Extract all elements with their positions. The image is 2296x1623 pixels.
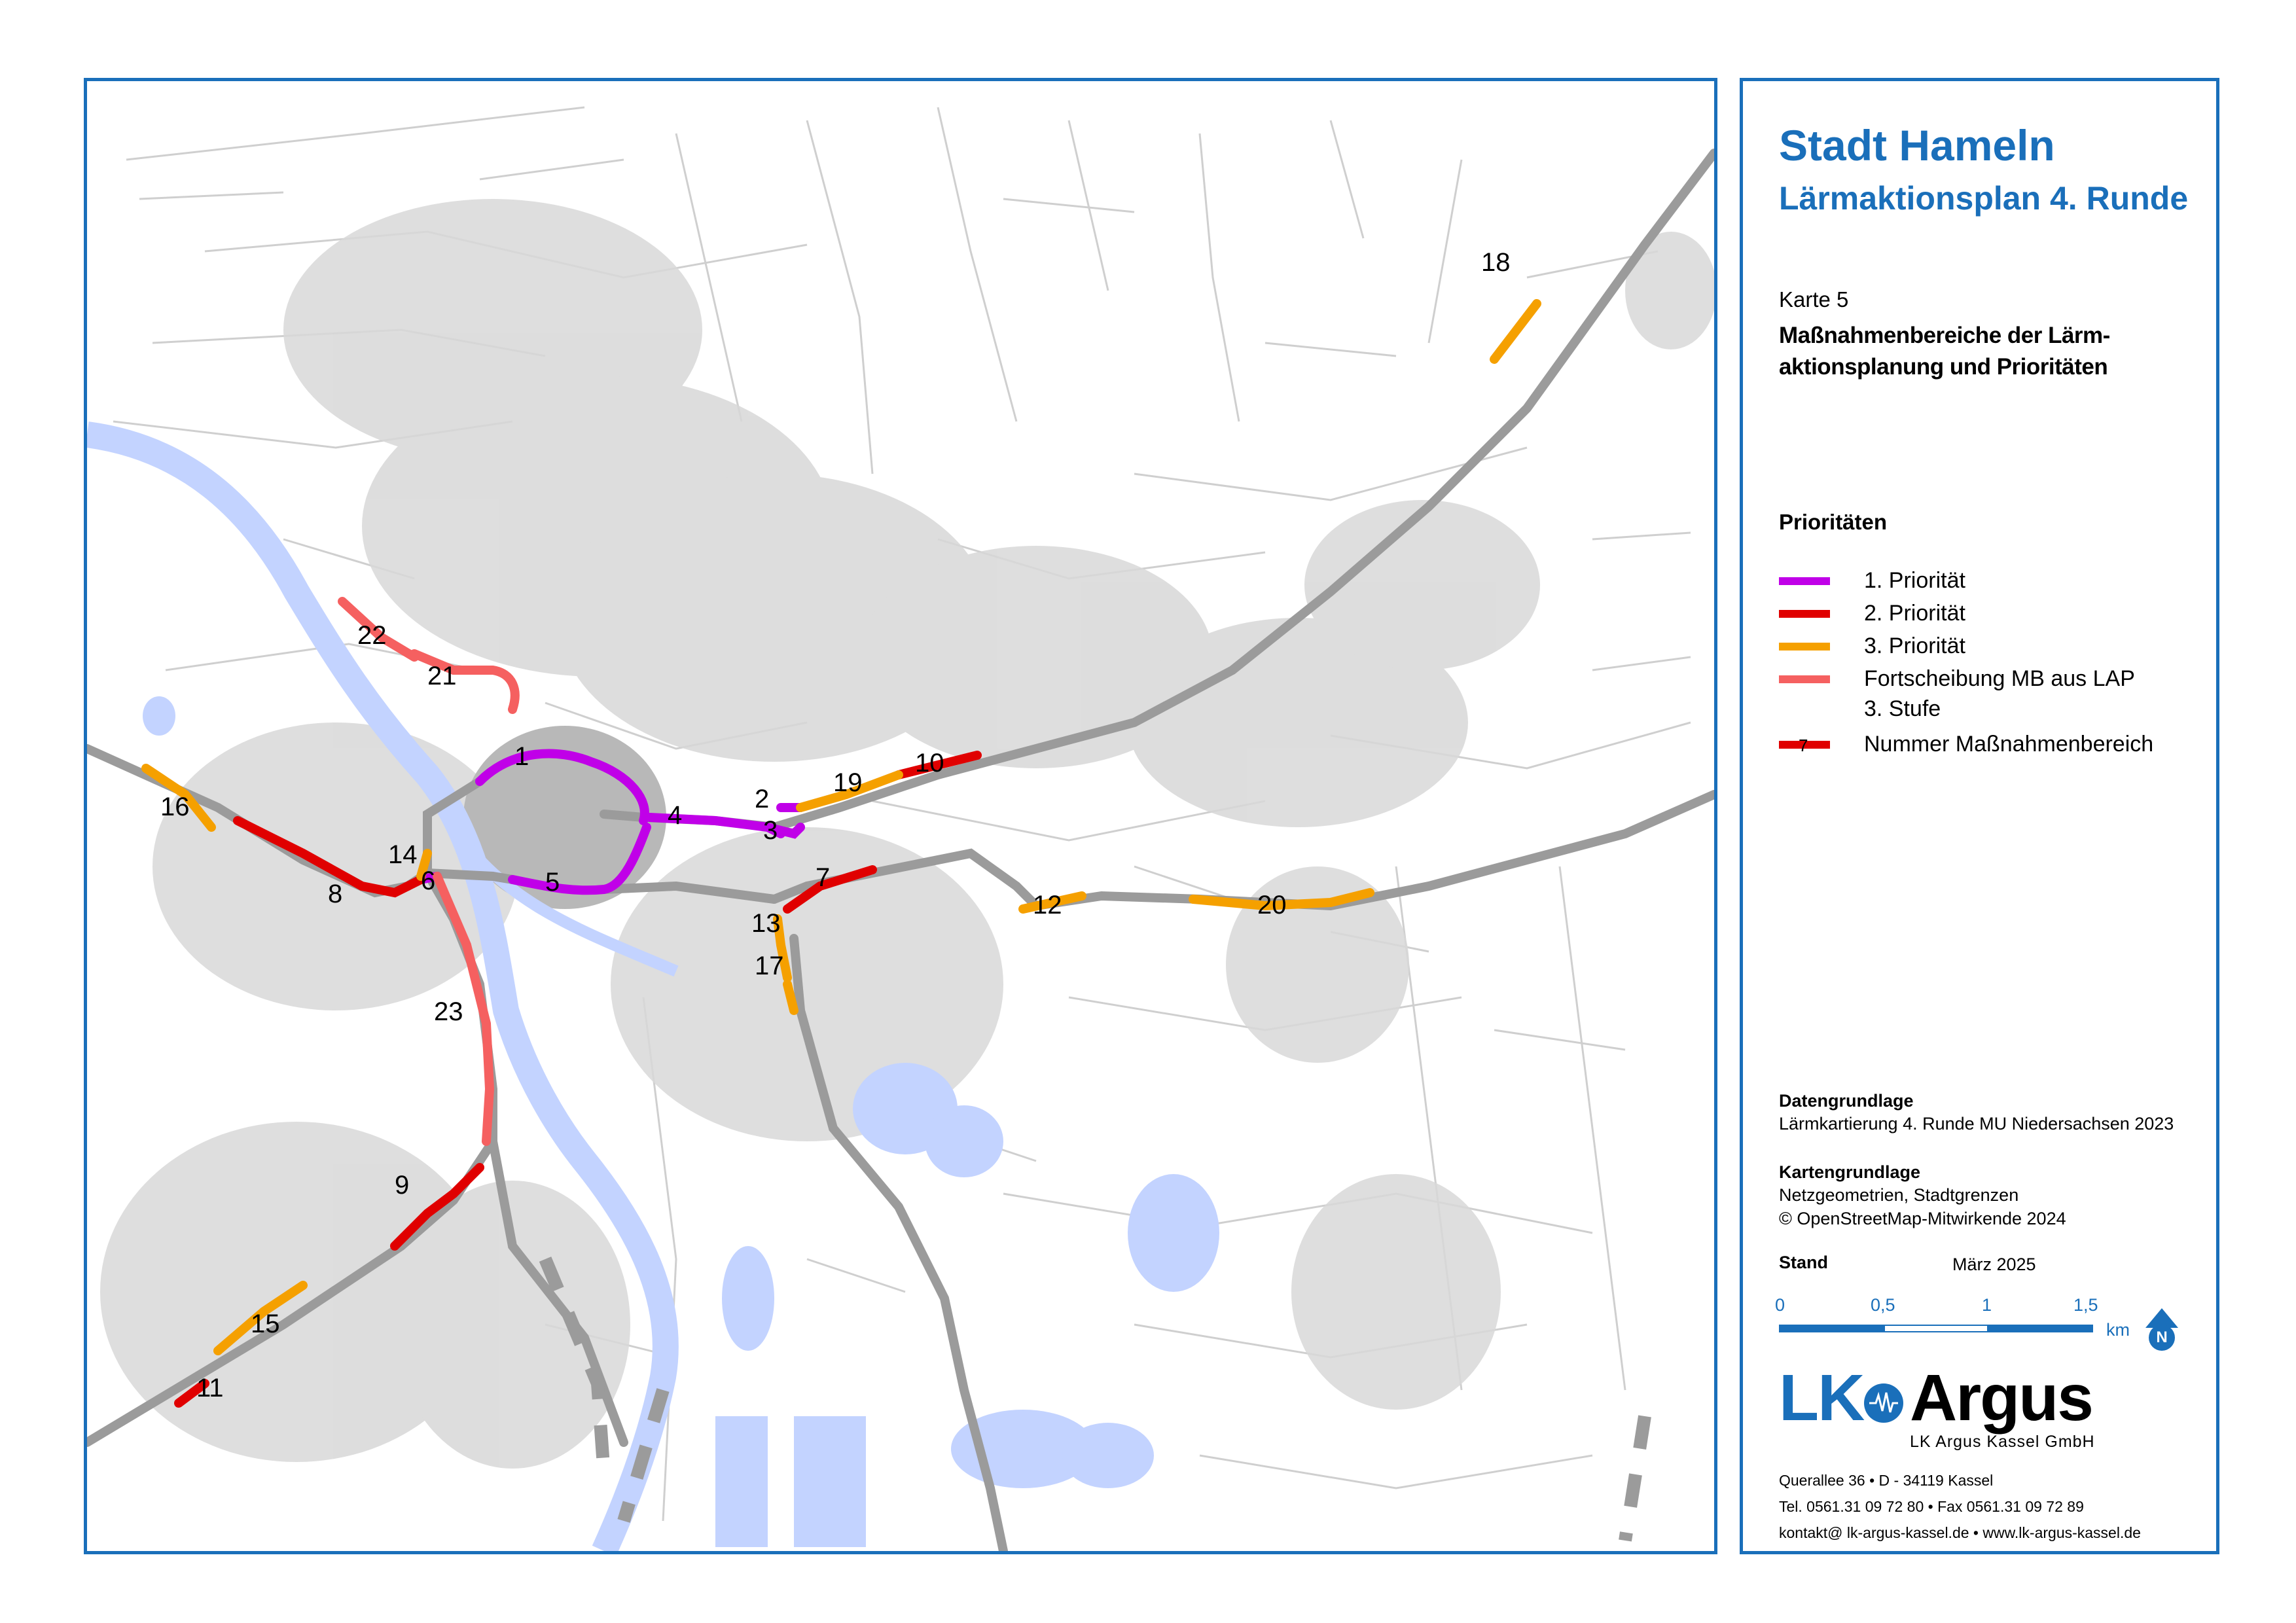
status-date: März 2025 — [1952, 1255, 2036, 1274]
label-9: 9 — [395, 1171, 410, 1200]
north-label: N — [2149, 1325, 2175, 1351]
segment-17[interactable] — [787, 984, 794, 1010]
label-15: 15 — [251, 1310, 280, 1338]
legend-label: Fortscheibung MB aus LAP — [1864, 666, 2135, 691]
legend-label: 2. Priorität — [1864, 601, 1965, 626]
label-5: 5 — [545, 868, 560, 897]
label-12: 12 — [1033, 891, 1062, 919]
map-subtitle: Lärmaktionsplan 4. Runde — [1779, 180, 2189, 217]
legend-label: 1. Priorität — [1864, 568, 1965, 593]
legend-number-symbol: 7 — [1799, 736, 1808, 755]
label-20: 20 — [1257, 891, 1287, 919]
legend-swatch-light-red — [1779, 675, 1830, 683]
legend-swatch-red — [1779, 610, 1830, 618]
label-6: 6 — [421, 866, 436, 895]
label-4: 4 — [668, 801, 683, 830]
company-logo-lk: LK — [1779, 1361, 1864, 1435]
map-basis-line: © OpenStreetMap-Mitwirkende 2024 — [1779, 1209, 2066, 1228]
status-heading: Stand — [1779, 1253, 1829, 1272]
label-2: 2 — [755, 785, 770, 813]
data-basis-text: Lärmkartierung 4. Runde MU Niedersachsen 2023 — [1779, 1114, 2174, 1133]
data-basis-heading: Datengrundlage — [1779, 1091, 1914, 1111]
legend-panel — [1740, 78, 2219, 1554]
legend-swatch-purple — [1779, 577, 1830, 585]
scale-label: 0,5 — [1871, 1295, 1895, 1315]
label-16: 16 — [160, 793, 190, 821]
company-logo-name: Argus — [1910, 1361, 2092, 1435]
scale-segment — [1988, 1325, 2093, 1332]
label-7: 7 — [816, 863, 831, 892]
scale-label: 0 — [1775, 1295, 1785, 1315]
map-basis-line: Netzgeometrien, Stadtgrenzen — [1779, 1185, 2019, 1205]
map-description: Maßnahmenbereiche der Lärm-aktionsplanung und Prioritäten — [1779, 323, 2110, 380]
label-21: 21 — [427, 662, 457, 690]
legend-label: Nummer Maßnahmenbereich — [1864, 732, 2154, 757]
label-22: 22 — [357, 621, 387, 650]
label-11: 11 — [196, 1374, 224, 1402]
scale-label: 1 — [1982, 1295, 1992, 1315]
legend-label-line2: 3. Stufe — [1864, 696, 1941, 721]
label-17: 17 — [755, 952, 784, 980]
map-canvas[interactable] — [87, 81, 1714, 1551]
label-23: 23 — [434, 997, 463, 1026]
company-full-name: LK Argus Kassel GmbH — [1910, 1433, 2095, 1451]
map-frame[interactable] — [84, 78, 1717, 1554]
map-number: Karte 5 — [1779, 287, 1849, 312]
label-10: 10 — [915, 749, 944, 777]
label-13: 13 — [751, 909, 781, 938]
label-8: 8 — [328, 880, 343, 908]
scale-bar — [1775, 1295, 2198, 1347]
scale-segment — [1779, 1325, 1884, 1332]
scale-label: 1,5 — [2073, 1295, 2098, 1315]
label-18: 18 — [1481, 248, 1511, 277]
map-title: Stadt Hameln — [1779, 121, 2055, 169]
label-14: 14 — [388, 840, 418, 869]
legend-swatch-orange — [1779, 643, 1830, 651]
scale-segment — [1884, 1325, 1988, 1332]
legend-label: 3. Priorität — [1864, 633, 1965, 658]
scale-unit: km — [2106, 1320, 2130, 1340]
label-19: 19 — [833, 768, 863, 797]
company-address: Querallee 36 • D - 34119 Kassel — [1779, 1472, 1994, 1489]
map-basis-heading: Kartengrundlage — [1779, 1162, 1921, 1182]
label-3: 3 — [763, 816, 778, 845]
label-1: 1 — [514, 742, 529, 771]
company-contact: kontakt@ lk-argus-kassel.de • www.lk-argus-kassel.de — [1779, 1524, 2141, 1541]
company-phone: Tel. 0561.31 09 72 80 • Fax 0561.31 09 72 89 — [1779, 1498, 2084, 1515]
logo-wave-icon — [1864, 1383, 1903, 1423]
legend-heading: Prioritäten — [1779, 510, 1888, 534]
